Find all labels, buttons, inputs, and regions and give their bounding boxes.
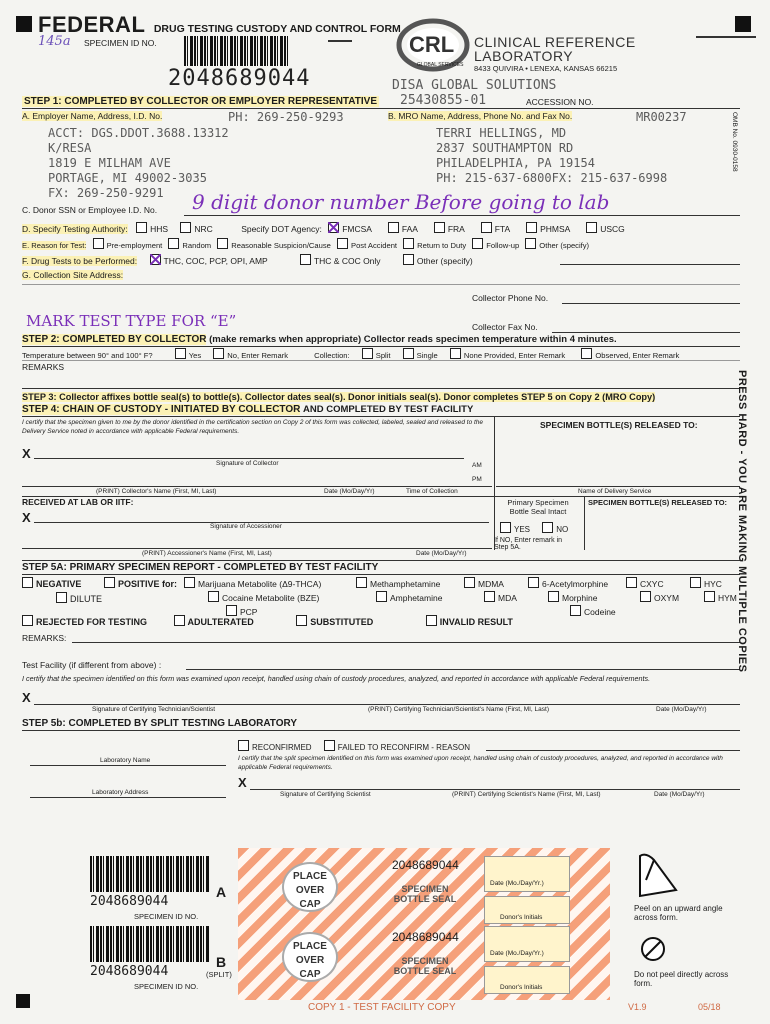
form-title — [38, 12, 401, 38]
accession-number: 25430855-01 — [400, 93, 487, 108]
drug-label: Methamphetamine — [370, 579, 441, 589]
print-collector-label: (PRINT) Collector's Name (First, MI, Last) — [96, 488, 217, 495]
drug-label: Morphine — [562, 593, 598, 603]
title-federal: FEDERAL — [38, 12, 146, 37]
drug-label: CXYC — [640, 579, 664, 589]
positive-label: POSITIVE for: — [118, 579, 178, 589]
drug-column-1 — [184, 577, 321, 619]
mro-code: MR00237 — [636, 110, 687, 124]
post-accident-label: Post Accident — [351, 241, 398, 250]
corner-mark-right-icon — [735, 16, 751, 32]
morphine-checkbox[interactable] — [548, 591, 559, 602]
codeine-checkbox[interactable] — [570, 605, 581, 616]
negative-label: NEGATIVE — [36, 579, 82, 589]
footer-revision: 05/18 — [698, 1002, 721, 1012]
five-panel-label: THC, COC, PCP, OPI, AMP — [163, 256, 268, 266]
seal-b-text: SPECIMEN BOTTLE SEAL — [393, 956, 457, 976]
scientist-signature-label: Signature of Certifying Scientist — [280, 791, 371, 798]
employer-line: 1819 E MILHAM AVE — [48, 156, 171, 170]
step4-title-row — [22, 404, 473, 415]
dilute-label: DILUTE — [70, 594, 103, 604]
scientist-print-label: (PRINT) Certifying Scientist's Name (First, MI, Last) — [452, 791, 601, 798]
label-b-id: 2048689044 — [90, 964, 169, 979]
drug-column-4 — [528, 577, 616, 619]
test-facility-label: Test Facility (if different from above) : — [22, 660, 162, 670]
released-to-label-2: SPECIMEN BOTTLE(S) RELEASED TO: — [588, 498, 728, 507]
label-a-id: 2048689044 — [90, 894, 169, 909]
scientist-x-mark: X — [238, 775, 247, 790]
methamphetamine-checkbox[interactable] — [356, 577, 367, 588]
seal-yes-checkbox[interactable] — [500, 522, 511, 533]
place-over-cap-a: PLACE OVER CAP — [282, 862, 338, 912]
invalid-result-label: INVALID RESULT — [439, 617, 513, 627]
print-accessioner-label: (PRINT) Accessioner's Name (First, MI, Last) — [142, 550, 272, 557]
collector-x-mark: X — [22, 446, 31, 461]
single-checkbox[interactable] — [403, 348, 414, 359]
bze-checkbox[interactable] — [208, 591, 219, 602]
logo-text: CRL — [409, 32, 455, 57]
return-to-duty-label: Return to Duty — [417, 241, 467, 250]
collection-time-label: Time of Collection — [406, 488, 458, 495]
reconfirmed-label: RECONFIRMED — [252, 743, 312, 752]
dilute-checkbox[interactable] — [56, 592, 67, 603]
lab-name-2: LABORATORY — [474, 48, 574, 64]
label-a-caption: SPECIMEN ID NO. — [134, 912, 199, 921]
fta-checkbox[interactable] — [481, 222, 492, 233]
drug-column-5 — [626, 577, 679, 605]
seal-a-text: SPECIMEN BOTTLE SEAL — [393, 884, 457, 904]
label-a-barcode — [90, 856, 210, 892]
random-checkbox[interactable] — [168, 238, 179, 249]
fra-checkbox[interactable] — [434, 222, 445, 233]
corner-mark-icon — [16, 16, 32, 32]
reasonable-suspicion-checkbox[interactable] — [217, 238, 228, 249]
fta-label: FTA — [494, 224, 510, 234]
label-b-caption: SPECIMEN ID NO. — [134, 982, 199, 991]
result-options-row — [22, 615, 513, 627]
mro-line: TERRI HELLINGS, MD — [436, 126, 567, 140]
temp-yes-checkbox[interactable] — [175, 348, 186, 359]
donor-ssn-handwritten[interactable]: 9 digit donor number Before going to lab — [192, 190, 610, 214]
label-a-barcode-block — [90, 856, 220, 909]
return-to-duty-checkbox[interactable] — [403, 238, 414, 249]
single-label: Single — [416, 351, 438, 360]
uscg-label: USCG — [600, 224, 625, 234]
drug-label: Codeine — [584, 607, 616, 617]
seal-a-id: 2048689044 — [392, 858, 459, 872]
header-dash-mark — [328, 40, 352, 42]
five-panel-checkbox[interactable] — [150, 254, 161, 265]
split-label: Split — [375, 351, 391, 360]
reconfirmed-checkbox[interactable] — [238, 740, 249, 751]
mro-line: PHILADELPHIA, PA 19154 — [436, 156, 595, 170]
drug-label: Cocaine Metabolite (BZE) — [222, 593, 320, 603]
thc-coc-checkbox[interactable] — [300, 254, 311, 265]
step5a-remarks-label: REMARKS: — [22, 633, 67, 643]
footer-copy-label: COPY 1 - TEST FACILITY COPY — [308, 1002, 456, 1013]
handwritten-prefix: 145a — [38, 34, 71, 49]
phmsa-checkbox[interactable] — [526, 222, 537, 233]
dilute-option — [56, 592, 102, 604]
step5b-title: STEP 5b: COMPLETED BY SPLIT TESTING LABORATORY — [22, 718, 298, 729]
observed-label: Observed, Enter Remark — [595, 351, 680, 360]
title-rest: DRUG TESTING CUSTODY AND CONTROL FORM — [153, 23, 401, 35]
rejected-checkbox[interactable] — [22, 615, 33, 626]
hym-checkbox[interactable] — [704, 591, 715, 602]
pm-label: PM — [472, 476, 482, 483]
mro-line: 2837 SOUTHAMPTON RD — [436, 141, 574, 155]
drug-label: HYC — [704, 579, 722, 589]
mdma-checkbox[interactable] — [464, 577, 475, 588]
hhs-label: HHS — [150, 224, 169, 234]
collector-fax-label: Collector Fax No. — [472, 322, 538, 332]
drug-label: Amphetamine — [390, 593, 443, 603]
seal-b-id: 2048689044 — [392, 930, 459, 944]
thc-checkbox[interactable] — [184, 577, 195, 588]
thc-coc-label: THC & COC Only — [313, 256, 381, 266]
accessioner-signature-label: Signature of Accessioner — [210, 523, 282, 530]
positive-option — [104, 577, 177, 589]
footer-version: V1.9 — [628, 1002, 647, 1012]
reasonable-suspicion-label: Reasonable Suspicion/Cause — [231, 241, 331, 250]
lab-name-1: CLINICAL REFERENCE — [474, 34, 636, 50]
peel-upward-icon — [636, 850, 682, 900]
none-provided-checkbox[interactable] — [450, 348, 461, 359]
step4-title: STEP 4: CHAIN OF CUSTODY - INITIATED BY COLLECTOR — [22, 404, 301, 415]
drug-label: OXYM — [654, 593, 680, 603]
label-b-barcode — [90, 926, 210, 962]
drug-label: MDA — [498, 593, 517, 603]
step2-title: STEP 2: COMPLETED BY COLLECTOR — [22, 334, 207, 345]
temperature-label: Temperature between 90° and 100° F? — [22, 351, 153, 360]
positive-checkbox[interactable] — [104, 577, 115, 588]
mro-label: B. MRO Name, Address, Phone No. and Fax No. — [388, 111, 573, 121]
pre-employment-label: Pre-employment — [106, 241, 163, 250]
certifier-print-label: (PRINT) Certifying Technician/Scientist's Name (First, MI, Last) — [368, 706, 549, 713]
substituted-label: SUBSTITUTED — [310, 617, 374, 627]
donor-ssn-label: C. Donor SSN or Employee I.D. No. — [22, 205, 158, 215]
temp-no-label: No, Enter Remark — [227, 351, 289, 360]
other-tests-label: Other (specify) — [416, 256, 473, 266]
accession-label: ACCESSION NO. — [526, 97, 594, 107]
seal-yes-option — [500, 522, 568, 534]
label-b-split: (SPLIT) — [206, 970, 232, 979]
temperature-row — [22, 348, 679, 360]
step2-title-row — [22, 334, 617, 345]
drug-label: PCP — [240, 607, 258, 617]
step2-remarks-label: REMARKS — [22, 362, 65, 372]
accessioner-x-mark: X — [22, 510, 31, 525]
drug-tests-label: F. Drug Tests to be Performed: — [22, 256, 138, 266]
employer-line: ACCT: DGS.DDOT.3688.13312 — [48, 126, 229, 140]
faa-label: FAA — [401, 224, 418, 234]
seal-a-initials-label: Donor's Initials — [500, 914, 543, 921]
6am-checkbox[interactable] — [528, 577, 539, 588]
observed-checkbox[interactable] — [581, 348, 592, 359]
step4-certification: I certify that the specimen given to me by the donor identified in the certification section on Copy 2 of this form was collected, labeled, sealed and released to the Delivery Service noted in accordance with applicable Federal requirements. — [22, 419, 484, 435]
specimen-id-large: 2048689044 — [168, 66, 311, 91]
cxyc-checkbox[interactable] — [626, 577, 637, 588]
faa-checkbox[interactable] — [388, 222, 399, 233]
employer-line: PORTAGE, MI 49002-3035 — [48, 171, 207, 185]
primary-seal-label: Primary Specimen Bottle Seal Intact — [507, 498, 569, 516]
drug-tests-row — [22, 254, 473, 266]
step1-title: STEP 1: COMPLETED BY COLLECTOR OR EMPLOYER REPRESENTATIVE — [24, 96, 378, 107]
failed-reconfirm-label: FAILED TO RECONFIRM - REASON — [337, 743, 470, 752]
collector-signature-label: Signature of Collector — [216, 460, 279, 467]
drug-column-6 — [690, 577, 737, 605]
drug-label: Marijuana Metabolite (Δ9-THCA) — [198, 579, 322, 589]
specimen-id-label: SPECIMEN ID NO. — [84, 38, 157, 48]
invalid-result-checkbox[interactable] — [426, 615, 437, 626]
adulterated-label: ADULTERATED — [187, 617, 254, 627]
testing-authority-label: D. Specify Testing Authority: — [22, 224, 128, 234]
dot-agency-label: Specify DOT Agency: — [241, 224, 322, 234]
am-label: AM — [472, 462, 482, 469]
reason-for-test-row — [22, 238, 589, 250]
collector-phone-label: Collector Phone No. — [472, 293, 549, 303]
fra-label: FRA — [447, 224, 465, 234]
nrc-label: NRC — [194, 224, 213, 234]
press-hard-side-text: PRESS HARD - YOU ARE MAKING MULTIPLE COPIES — [736, 370, 748, 673]
mro-line: PH: 215-637-6800FX: 215-637-6998 — [436, 171, 668, 185]
seal-b-date-label: Date (Mo./Day/Yr.) — [490, 950, 544, 957]
other-reason-checkbox[interactable] — [525, 238, 536, 249]
substituted-checkbox[interactable] — [296, 615, 307, 626]
drug-label: 6-Acetylmorphine — [542, 579, 609, 589]
phmsa-label: PHMSA — [540, 224, 570, 234]
peel-upward-text: Peel on an upward angle across form. — [634, 904, 723, 922]
collection-date-label: Date (Mo/Day/Yr) — [324, 488, 375, 495]
label-a-letter: A — [216, 884, 227, 900]
random-label: Random — [182, 241, 212, 250]
mark-test-type-note: MARK TEST TYPE FOR “E” — [26, 312, 237, 330]
no-direct-peel-icon — [640, 936, 666, 962]
crl-logo — [395, 18, 471, 72]
certifier-date-label: Date (Mo/Day/Yr) — [656, 706, 707, 713]
drug-label: HYM — [718, 593, 737, 603]
footer-corner-left-icon — [16, 994, 30, 1008]
follow-up-label: Follow-up — [486, 241, 520, 250]
seal-yes-label: YES — [514, 525, 531, 534]
employer-line: FX: 269-250-9291 — [48, 186, 164, 200]
employer-phone: PH: 269-250-9293 — [228, 110, 344, 124]
certifier-signature-label: Signature of Certifying Technician/Scientist — [92, 706, 216, 713]
header-barcode — [184, 36, 290, 66]
employer-label: A. Employer Name, Address, I.D. No. — [22, 111, 163, 121]
lab-name-field-label: Laboratory Name — [100, 757, 151, 764]
failed-reconfirm-checkbox[interactable] — [324, 740, 335, 751]
mda-checkbox[interactable] — [484, 591, 495, 602]
lab-address: 8433 QUIVIRA • LENEXA, KANSAS 66215 — [474, 64, 618, 73]
hyc-checkbox[interactable] — [690, 577, 701, 588]
post-accident-checkbox[interactable] — [337, 238, 348, 249]
step2-subtitle: (make remarks when appropriate) Collector reads specimen temperature within 4 minutes. — [209, 334, 617, 345]
mro-address-block — [436, 126, 667, 186]
logo-ring-text: GLOBAL SERVICES — [417, 62, 464, 68]
no-direct-peel-text: Do not peel directly across form. — [634, 970, 729, 988]
seal-no-checkbox[interactable] — [542, 522, 553, 533]
other-reason-label: Other (specify) — [539, 241, 590, 250]
other-tests-checkbox[interactable] — [403, 254, 414, 265]
temp-yes-label: Yes — [188, 351, 202, 360]
seal-if-no-note: If NO, Enter remark in Step 5A. — [494, 537, 563, 551]
label-b-barcode-block — [90, 926, 220, 979]
collection-label: Collection: — [314, 351, 350, 360]
oxym-checkbox[interactable] — [640, 591, 651, 602]
hhs-checkbox[interactable] — [136, 222, 147, 233]
reason-label: E. Reason for Test: — [22, 241, 87, 250]
released-to-label: SPECIMEN BOTTLE(S) RELEASED TO: — [540, 420, 698, 430]
seal-no-label: NO — [556, 525, 569, 534]
scientist-date-label: Date (Mo/Day/Yr) — [654, 791, 705, 798]
pre-employment-checkbox[interactable] — [93, 238, 104, 249]
rejected-label: REJECTED FOR TESTING — [36, 617, 148, 627]
drug-column-2 — [356, 577, 442, 605]
adulterated-checkbox[interactable] — [174, 615, 185, 626]
accession-date-label: Date (Mo/Day/Yr) — [416, 550, 467, 557]
drug-label: MDMA — [478, 579, 504, 589]
reconfirm-row — [238, 740, 470, 752]
step3-title: STEP 3: Collector affixes bottle seal(s) to bottle(s). Collector dates seal(s). Donor initials seal(s). Donor completes STEP 5 on Copy 2 (MRO Copy) — [22, 392, 656, 402]
amphetamine-checkbox[interactable] — [376, 591, 387, 602]
step5a-certification: I certify that the specimen identified on this form was examined upon receipt, handled using chain of custody procedures, analyzed, and reported in accordance with applicable Federal requirements. — [22, 674, 651, 683]
collection-site-label: G. Collection Site Address: — [22, 270, 124, 280]
certifier-x-mark: X — [22, 690, 31, 705]
negative-checkbox[interactable] — [22, 577, 33, 588]
fmcsa-label: FMCSA — [342, 224, 372, 234]
seal-a-date-label: Date (Mo./Day/Yr.) — [490, 880, 544, 887]
label-b-letter: B — [216, 954, 227, 970]
step5a-title: STEP 5A: PRIMARY SPECIMEN REPORT - COMPLETED BY TEST FACILITY — [22, 562, 379, 573]
client-name: DISA GLOBAL SOLUTIONS — [392, 78, 557, 93]
place-over-cap-b: PLACE OVER CAP — [282, 932, 338, 982]
lab-address-field-label: Laboratory Address — [92, 789, 149, 796]
fmcsa-checkbox[interactable] — [328, 222, 339, 233]
nrc-checkbox[interactable] — [180, 222, 191, 233]
step5b-certification: I certify that the split specimen identified on this form was examined upon receipt, handled using chain of custody procedures, analyzed, and reported in accordance with applicable Federal requirements. — [238, 755, 723, 771]
follow-up-checkbox[interactable] — [472, 238, 483, 249]
split-checkbox[interactable] — [362, 348, 373, 359]
received-at-lab-label: RECEIVED AT LAB OR IITF: — [22, 497, 134, 507]
uscg-checkbox[interactable] — [586, 222, 597, 233]
drug-column-3 — [464, 577, 517, 605]
temp-no-checkbox[interactable] — [213, 348, 224, 359]
omb-number: OMB No. 0930-0158 — [731, 112, 738, 172]
corner-dash-icon — [696, 36, 756, 38]
testing-authority-row — [22, 222, 625, 234]
seal-b-initials-label: Donor's Initials — [500, 984, 543, 991]
none-provided-label: None Provided, Enter Remark — [463, 351, 566, 360]
employer-line: K/RESA — [48, 141, 92, 155]
negative-option — [22, 577, 81, 589]
step4-subtitle: AND COMPLETED BY TEST FACILITY — [303, 404, 474, 415]
delivery-service-label: Name of Delivery Service — [578, 488, 652, 495]
